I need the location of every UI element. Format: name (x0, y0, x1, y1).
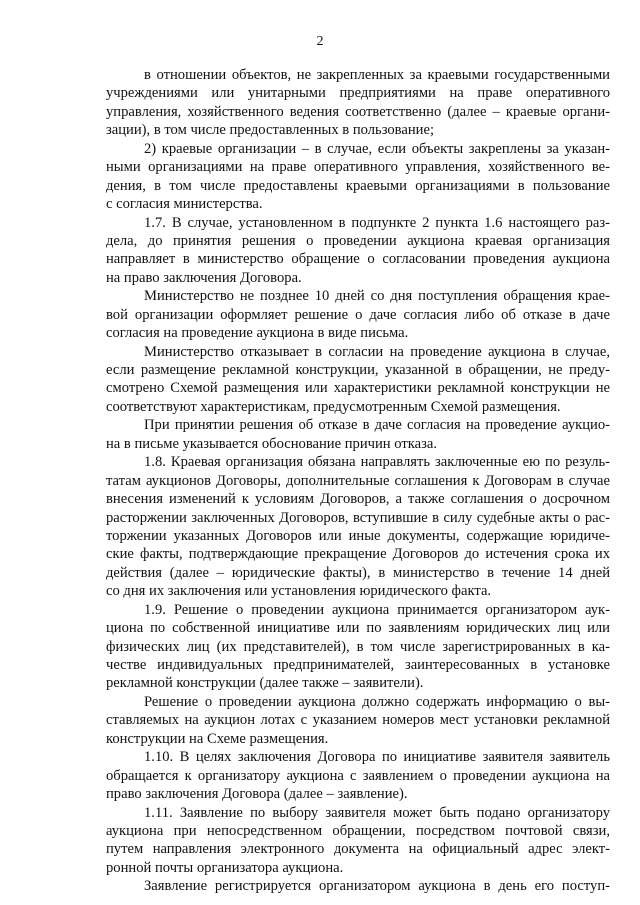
text-line: дела, до принятия решения о проведении аукциона краевая организация (106, 232, 610, 249)
text-line: путем направления электронного документа на официальный адрес элект- (106, 841, 610, 858)
paragraph-p4 (106, 287, 610, 342)
text-line: действия (далее – юридические факты), в министерство в течение 14 дней (106, 564, 610, 581)
text-line: учреждениями или унитарными предприятиями на праве оперативного (106, 85, 610, 102)
paragraph-p6 (106, 416, 610, 453)
text-line: смотрено Схемой размещения или характеристики рекламной конструкции не (106, 380, 610, 397)
text-line: физических лиц (их представителей), в том числе зарегистрированных в ка- (106, 638, 610, 655)
text-line: вой организации оформляет решение о даче согласия либо об отказе в даче (106, 306, 610, 323)
text-line: татам аукционов Договоры, дополнительные соглашения к Договорам в случае (106, 472, 610, 489)
paragraph-p3 (106, 214, 610, 288)
text-line: Заявление регистрируется организатором аукциона в день его поступ- (144, 878, 610, 895)
text-line: циона по собственной инициативе или по заявлениям юридических лиц или (106, 620, 610, 637)
text-line: Министерство не позднее 10 дней со дня поступления обращения крае- (144, 288, 610, 305)
text-line: дения, в том числе предоставлены краевыми организациями в пользование (106, 177, 610, 194)
text-line: торжении указанных Договоров или иные документы, содержащие юридиче- (106, 527, 610, 544)
text-line: в отношении объектов, не закрепленных за краевыми государственными (144, 67, 610, 83)
text-line: 2) краевые организации – в случае, если объекты закреплены за указан- (144, 140, 610, 157)
text-line: расторжении заключенных Договоров, вступившие в силу судебные акты о рас- (106, 509, 610, 526)
text-line: ские факты, подтверждающие прекращение Договоров до истечения срока их (106, 546, 610, 563)
text-line: 1.11. Заявление по выбору заявителя может быть подано организатору (144, 804, 610, 821)
text-line: ронной почты организатора аукциона. (106, 859, 344, 876)
text-line: на право заключения Договора. (106, 269, 302, 286)
text-line: ставляемых на аукцион лотах с указанием номеров мест установки рекламной (106, 712, 610, 729)
text-line: управления, хозяйственного ведения соответственно (далее – краевые органи- (106, 103, 610, 120)
text-line: честве индивидуальных предпринимателей, заинтересованных в установке (106, 657, 610, 673)
text-line: согласия на проведение аукциона в виде письма. (106, 325, 409, 342)
paragraph-p10 (106, 748, 610, 803)
text-line: право заключения Договора (далее – заявление). (106, 786, 408, 803)
text-line: аукциона при непосредственном обращении, посредством почтовой связи, (106, 822, 610, 839)
text-line: конструкции на Схеме размещения. (106, 730, 329, 747)
text-line: соответствуют характеристикам, предусмотренным Схемой размещения. (106, 398, 561, 415)
text-line: 1.8. Краевая организация обязана направлять заключенные ею по резуль- (144, 454, 610, 471)
text-line: направляет в министерство обращение о согласовании проведения аукциона (106, 251, 610, 268)
paragraph-p8 (106, 601, 610, 693)
text-line: 1.9. Решение о проведении аукциона принимается организатором аук- (144, 601, 610, 618)
text-line: со дня их заключения или установления юридического факта. (106, 583, 492, 600)
text-line: ными организациями на праве оперативного управления, хозяйственного ве- (106, 159, 610, 176)
text-line: с согласия министерства. (106, 196, 263, 213)
text-line: если размещение рекламной конструкции, указанной в обращении, не преду- (106, 362, 610, 378)
paragraph-p9 (106, 693, 610, 748)
page-number: 2 (316, 34, 324, 49)
text-line: Решение о проведении аукциона должно содержать информацию о вы- (144, 693, 610, 710)
paragraph-p12 (106, 877, 610, 895)
paragraph-p7 (106, 453, 610, 601)
text-line: 1.7. В случае, установленном в подпункте 2 пункта 1.6 настоящего раз- (144, 214, 610, 231)
paragraph-p11 (106, 804, 610, 878)
text-line: зации), в том числе предоставленных в пользование; (106, 122, 435, 139)
paragraph-p5 (106, 343, 610, 417)
text-line: 1.10. В целях заключения Договора по инициативе заявителя заявитель (144, 749, 610, 766)
text-line: внесения изменений к условиям Договоров, а также соглашения о досрочном (106, 491, 610, 508)
text-line: Министерство отказывает в согласии на проведение аукциона в случае, (144, 343, 610, 360)
text-line: обращается к организатору аукциона с заявлением о проведении аукциона на (106, 767, 610, 784)
text-line: на в письме указывается обоснование причин отказа. (106, 435, 437, 452)
text-line: рекламной конструкции (далее также – заявители). (106, 675, 424, 692)
paragraph-p1 (106, 66, 610, 140)
paragraph-p2 (106, 140, 610, 214)
document-body (106, 66, 610, 896)
text-line: При принятии решения об отказе в даче согласия на проведение аукцио- (144, 417, 610, 434)
